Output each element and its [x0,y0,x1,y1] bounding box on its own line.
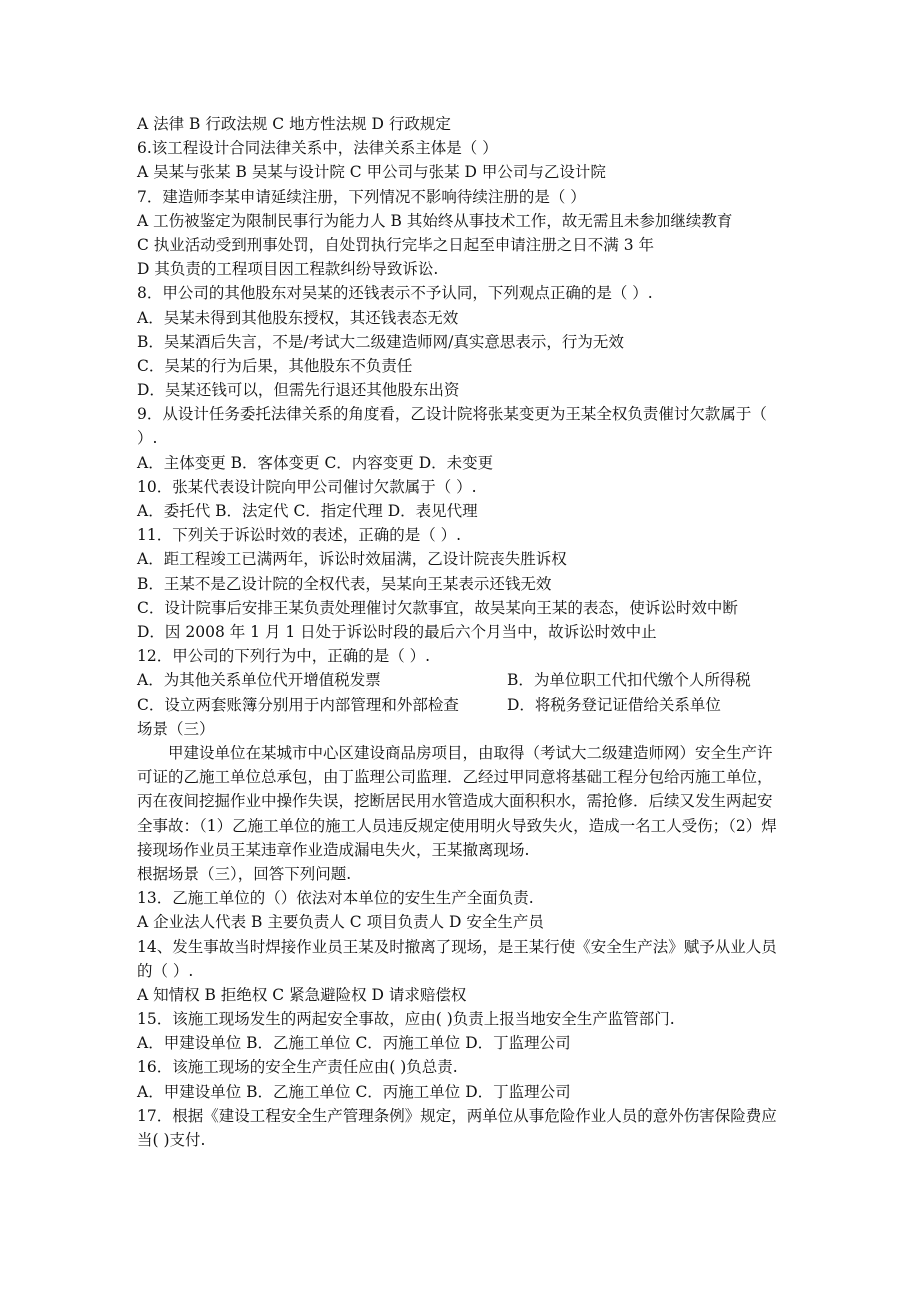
q8-option-c: C．吴某的行为后果，其他股东不负责任 [137,356,413,375]
q6-options: A 吴某与张某 B 吴某与设计院 C 甲公司与张某 D 甲公司与乙设计院 [137,163,606,182]
q10-options: A．委托代 B．法定代 C．指定代理 D．表见代理 [137,502,478,521]
q8-option-a: A．吴某未得到其他股东授权，其还钱表态无效 [137,308,459,327]
q12-options-row-1 [137,668,787,692]
q12-option-c: C．设立两套账簿分别用于内部管理和外部检查 [137,695,459,714]
scene-paragraph: 甲建设单位在某城市中心区建设商品房项目，由取得（考试大二级建造师网）安全生产许可证的乙施工单位总承包，由丁监理公司监理．乙经过甲同意将基础工程分包给丙施工单位，丙在夜间挖掘作业中操作失误，挖断居民用水管造成大面积积水，需抢修．后续又发生两起安全事故：（1）乙施工单位的施工人员违反规定使用明火导致失火，造成一名工人受伤；（2）焊接现场作业员王某违章作业造成漏电失火，王某撤离现场. [137,743,777,859]
q7-option-a-b: A 工伤被鉴定为限制民事行为能力人 B 其始终从事技术工作，故无需且未参加继续教育 [137,211,733,230]
q15-question: 15．该施工现场发生的两起安全事故，应由( )负责上报当地安全生产监管部门. [137,1010,675,1029]
q13-options: A 企业法人代表 B 主要负责人 C 项目负责人 D 安全生产员 [137,913,544,932]
q7-option-c: C 执业活动受到刑事处罚，自处罚执行完毕之日起至申请注册之日不满 3 年 [137,235,655,254]
q12-option-d: D．将税务登记证借给关系单位 [507,695,721,714]
q6-question: 6.该工程设计合同法律关系中，法律关系主体是（ ） [137,139,498,158]
q11-option-a: A．距工程竣工已满两年，诉讼时效届满，乙设计院丧失胜诉权 [137,550,567,569]
document-body [137,112,787,1152]
q16-question: 16．该施工现场的安全生产责任应由( )负总责. [137,1058,458,1077]
q9-question: 9．从设计任务委托法律关系的角度看，乙设计院将张某变更为王某全权负责催讨欠款属于（ ）. [137,405,767,448]
q8-question: 8．甲公司的其他股东对吴某的还钱表示不予认同，下列观点正确的是（ ）. [137,284,653,303]
q9-options: A．主体变更 B．客体变更 C．内容变更 D．未变更 [137,453,494,472]
q8-option-b: B．吴某酒后失言，不是/考试大二级建造师网/真实意思表示，行为无效 [137,332,624,351]
q13-question: 13．乙施工单位的（）依法对本单位的安生生产全面负责. [137,889,534,908]
q12-options-row-2 [137,693,787,717]
q17-question: 17．根据《建设工程安全生产管理条例》规定，两单位从事危险作业人员的意外伤害保险费应当( )支付. [137,1106,777,1150]
q11-option-c: C．设计院事后安排王某负责处理催讨欠款事宜，故吴某向王某的表态，使诉讼时效中断 [137,598,738,617]
q11-option-b: B．王某不是乙设计院的全权代表，吴某向王某表示还钱无效 [137,574,552,593]
q12-option-b: B．为单位职工代扣代缴个人所得税 [507,671,751,690]
q11-option-d: D．因 2008 年 1 月 1 日处于诉讼时段的最后六个月当中，故诉讼时效中止 [137,622,657,641]
q12-question: 12．甲公司的下列行为中，正确的是（ ）. [137,647,431,666]
q14-question: 14、发生事故当时焊接作业员王某及时撤离了现场，是王某行使《安全生产法》赋予从业人员的（ ）. [137,937,777,980]
q15-options: A．甲建设单位 B．乙施工单位 C．丙施工单位 D．丁监理公司 [137,1034,571,1053]
q7-question: 7．建造师李某申请延续注册，下列情况不影响待续注册的是（ ） [137,187,586,206]
q16-options: A．甲建设单位 B．乙施工单位 C．丙施工单位 D．丁监理公司 [137,1082,571,1101]
q7-option-d: D 其负责的工程项目因工程款纠纷导致诉讼. [137,260,439,279]
scene-instruction: 根据场景（三），回答下列问题. [137,864,352,883]
q14-options: A 知情权 B 拒绝权 C 紧急避险权 D 请求赔偿权 [137,985,467,1004]
q10-question: 10．张某代表设计院向甲公司催讨欠款属于（ ）. [137,477,477,496]
q8-option-d: D．吴某还钱可以，但需先行退还其他股东出资 [137,381,460,400]
q12-option-a: A．为其他关系单位代开增值税发票 [137,671,381,690]
q11-question: 11．下列关于诉讼时效的表述，正确的是（ ）. [137,526,462,545]
q5-options: A 法律 B 行政法规 C 地方性法规 D 行政规定 [137,115,451,133]
scene-title: 场景（三） [137,719,215,738]
